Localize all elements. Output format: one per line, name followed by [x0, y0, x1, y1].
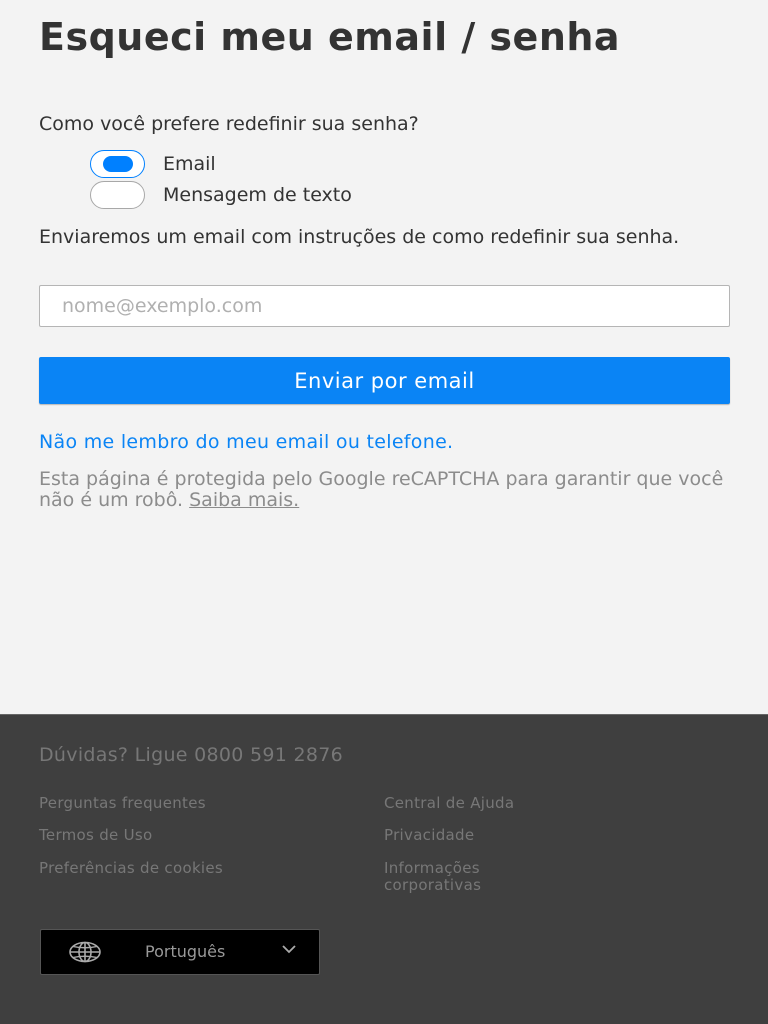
option-email[interactable]	[90, 150, 216, 178]
recaptcha-text: Esta página é protegida pelo Google reCAPTCHA para garantir que você não é um robô.	[39, 468, 724, 511]
email-radio[interactable]	[90, 150, 145, 178]
option-text-message[interactable]	[90, 181, 352, 209]
email-input[interactable]	[39, 285, 730, 327]
footer-link-privacy[interactable]: Privacidade	[384, 826, 475, 844]
language-label: Português	[145, 942, 226, 961]
footer-link-help-center[interactable]: Central de Ajuda	[384, 794, 515, 812]
footer-link-faq[interactable]: Perguntas frequentes	[39, 794, 206, 812]
footer	[0, 714, 768, 1024]
recaptcha-notice	[39, 469, 739, 511]
send-email-button[interactable]: Enviar por email	[39, 357, 730, 404]
page-title: Esqueci meu email / senha	[39, 15, 621, 59]
globe-icon	[68, 941, 102, 963]
learn-more-link[interactable]: Saiba mais.	[189, 489, 300, 511]
forgot-email-phone-link[interactable]: Não me lembro do meu email ou telefone.	[39, 431, 454, 453]
language-select[interactable]	[40, 929, 320, 975]
text-message-option-label[interactable]: Mensagem de texto	[163, 184, 352, 206]
footer-link-terms[interactable]: Termos de Uso	[39, 826, 153, 844]
footer-phone: Dúvidas? Ligue 0800 591 2876	[39, 744, 344, 766]
email-option-label[interactable]: Email	[163, 153, 216, 175]
instructions-text: Enviaremos um email com instruções de como redefinir sua senha.	[39, 226, 680, 248]
radio-selected-dot	[103, 156, 133, 172]
reset-method-question: Como você prefere redefinir sua senha?	[39, 113, 419, 135]
text-message-radio[interactable]	[90, 181, 145, 209]
chevron-down-icon	[281, 943, 297, 955]
footer-link-corporate-info[interactable]: Informações corporativas	[384, 859, 482, 894]
footer-link-cookie-preferences[interactable]: Preferências de cookies	[39, 859, 224, 877]
